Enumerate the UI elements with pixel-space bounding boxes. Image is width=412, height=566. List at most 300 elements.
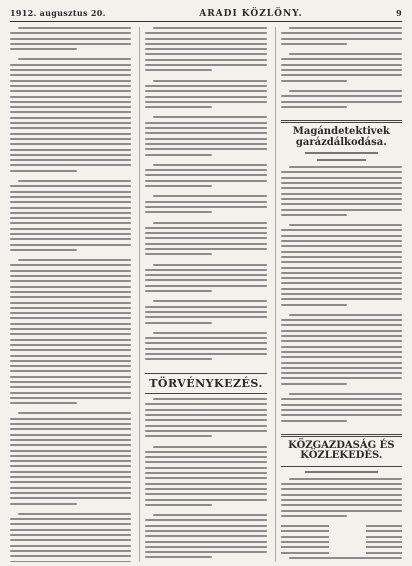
text-line-placeholder: [281, 193, 402, 195]
text-line-placeholder: [10, 339, 131, 341]
text-line-placeholder: [10, 518, 131, 520]
text-line-placeholder: [145, 127, 266, 129]
text-line-placeholder: [281, 483, 402, 485]
text-line-placeholder: [281, 282, 402, 284]
text-line-placeholder: [145, 138, 266, 140]
text-line-placeholder: [10, 333, 131, 335]
illegible-paragraph: [145, 264, 266, 292]
schedule-cell: [281, 536, 330, 538]
text-line-placeholder: [18, 58, 131, 60]
text-line-placeholder: [10, 423, 131, 425]
illegible-paragraph: [145, 332, 266, 360]
text-line-placeholder: [18, 259, 131, 261]
text-line-placeholder: [281, 69, 402, 71]
text-line-placeholder: [281, 245, 402, 247]
page-number: 9: [396, 8, 402, 18]
text-line-placeholder: [281, 64, 402, 66]
section-divider: [281, 466, 402, 467]
text-line-placeholder: [281, 187, 402, 189]
illegible-paragraph: [145, 164, 266, 187]
paragraph-gap: [145, 364, 266, 369]
text-line-placeholder: [10, 291, 131, 293]
section-divider: [145, 373, 266, 374]
text-line-placeholder: [145, 269, 266, 271]
text-line-placeholder: [145, 342, 266, 344]
text-line-placeholder: [145, 180, 266, 182]
text-line-placeholder: [281, 494, 402, 496]
text-line-placeholder: [145, 211, 212, 213]
illegible-paragraph: [281, 314, 402, 385]
text-line-placeholder: [10, 127, 131, 129]
text-line-placeholder: [10, 497, 131, 499]
text-line-placeholder: [281, 377, 402, 379]
text-line-placeholder: [145, 316, 266, 318]
text-line-placeholder: [10, 450, 131, 452]
text-line-placeholder: [10, 38, 131, 40]
text-line-placeholder: [145, 461, 266, 463]
text-line-placeholder: [10, 244, 131, 246]
text-line-placeholder: [10, 122, 131, 124]
illegible-paragraph: [281, 478, 402, 517]
illegible-paragraph: [281, 393, 402, 421]
text-line-placeholder: [145, 419, 266, 421]
text-line-placeholder: [153, 398, 266, 400]
illegible-paragraph: [281, 224, 402, 305]
text-line-placeholder: [145, 472, 266, 474]
text-line-placeholder: [145, 38, 266, 40]
text-line-placeholder: [281, 404, 402, 406]
text-line-placeholder: [281, 515, 348, 517]
schedule-cell: [366, 552, 402, 554]
text-line-placeholder: [145, 504, 212, 506]
text-line-placeholder: [145, 148, 266, 150]
text-line-placeholder: [281, 101, 402, 103]
text-line-placeholder: [153, 264, 266, 266]
text-line-placeholder: [10, 138, 131, 140]
text-line-placeholder: [281, 74, 402, 76]
text-line-placeholder: [10, 217, 131, 219]
illegible-paragraph: [145, 116, 266, 155]
text-line-placeholder: [10, 471, 131, 473]
text-line-placeholder: [145, 279, 266, 281]
text-line-placeholder: [10, 111, 131, 113]
section-divider: [145, 393, 266, 394]
text-line-placeholder: [281, 288, 402, 290]
text-line-placeholder: [281, 367, 402, 369]
text-line-placeholder: [145, 274, 266, 276]
text-line-placeholder: [281, 58, 402, 60]
text-line-placeholder: [10, 370, 131, 372]
text-line-placeholder: [281, 409, 402, 411]
text-line-placeholder: [18, 412, 131, 414]
text-line-placeholder: [281, 351, 402, 353]
text-line-placeholder: [281, 171, 402, 173]
text-line-placeholder: [145, 32, 266, 34]
text-line-placeholder: [10, 323, 131, 325]
schedule-cell: [366, 525, 402, 527]
text-line-placeholder: [18, 513, 131, 515]
text-line-placeholder: [10, 164, 131, 166]
text-line-placeholder: [289, 166, 402, 168]
text-line-placeholder: [10, 444, 131, 446]
text-line-placeholder: [145, 322, 212, 324]
text-line-placeholder: [281, 293, 402, 295]
illegible-paragraph: [10, 58, 131, 171]
text-line-placeholder: [145, 237, 266, 239]
text-line-placeholder: [145, 185, 212, 187]
text-line-placeholder: [281, 209, 402, 211]
illegible-paragraph: [145, 27, 266, 71]
newspaper-title: ARADI KÖZLÖNY.: [199, 9, 303, 19]
text-line-placeholder: [145, 201, 266, 203]
text-line-placeholder: [10, 344, 131, 346]
text-line-placeholder: [10, 117, 131, 119]
text-line-placeholder: [10, 355, 131, 357]
text-line-placeholder: [153, 195, 266, 197]
illegible-paragraph: [145, 80, 266, 108]
illegible-paragraph: [10, 180, 131, 251]
illegible-paragraph: [10, 259, 131, 404]
text-line-placeholder: [145, 409, 266, 411]
illegible-paragraph: [10, 27, 131, 50]
text-line-placeholder: [281, 272, 402, 274]
text-line-placeholder: [145, 306, 266, 308]
text-line-placeholder: [145, 85, 266, 87]
text-line-placeholder: [145, 493, 266, 495]
text-line-placeholder: [10, 90, 131, 92]
text-line-placeholder: [145, 232, 266, 234]
text-line-placeholder: [10, 212, 131, 214]
text-line-placeholder: [10, 302, 131, 304]
text-line-placeholder: [145, 551, 266, 553]
text-line-placeholder: [145, 467, 266, 469]
text-line-placeholder: [145, 488, 266, 490]
text-line-placeholder: [10, 376, 131, 378]
text-line-placeholder: [281, 277, 402, 279]
section-divider: [281, 434, 402, 437]
text-line-placeholder: [281, 335, 402, 337]
text-line-placeholder: [10, 550, 131, 552]
text-line-placeholder: [10, 143, 131, 145]
text-line-placeholder: [10, 74, 131, 76]
text-line-placeholder: [10, 381, 131, 383]
text-line-placeholder: [10, 207, 131, 209]
text-line-placeholder: [281, 319, 402, 321]
text-line-placeholder: [10, 43, 131, 45]
text-line-placeholder: [10, 386, 131, 388]
text-line-placeholder: [145, 403, 266, 405]
text-line-placeholder: [10, 222, 131, 224]
text-line-placeholder: [10, 159, 131, 161]
subheading-placeholder: [317, 159, 366, 161]
text-line-placeholder: [10, 349, 131, 351]
text-line-placeholder: [281, 240, 402, 242]
section-divider: [281, 120, 402, 123]
text-line-placeholder: [281, 414, 402, 416]
text-line-placeholder: [10, 465, 131, 467]
text-line-placeholder: [153, 222, 266, 224]
text-line-placeholder: [10, 539, 131, 541]
section-heading-kozgazdasag: KÖZGAZDASÁG ÉS KÖZLEKEDÉS.: [288, 439, 395, 462]
text-line-placeholder: [10, 201, 131, 203]
text-line-placeholder: [145, 69, 212, 71]
text-line-placeholder: [281, 340, 402, 342]
text-line-placeholder: [10, 238, 131, 240]
article-columns: [10, 27, 402, 562]
schedule-cell: [281, 552, 330, 554]
text-line-placeholder: [145, 435, 212, 437]
text-line-placeholder: [281, 251, 402, 253]
text-line-placeholder: [10, 312, 131, 314]
text-line-placeholder: [281, 182, 402, 184]
illegible-paragraph: [281, 27, 402, 45]
text-line-placeholder: [145, 430, 266, 432]
text-line-placeholder: [10, 561, 131, 563]
text-line-placeholder: [281, 229, 402, 231]
text-line-placeholder: [10, 555, 131, 557]
text-line-placeholder: [145, 64, 266, 66]
issue-date: 1912. augusztus 20.: [10, 8, 106, 18]
text-line-placeholder: [145, 451, 266, 453]
text-line-placeholder: [281, 499, 402, 501]
text-line-placeholder: [289, 53, 402, 55]
text-line-placeholder: [10, 286, 131, 288]
text-line-placeholder: [10, 460, 131, 462]
text-line-placeholder: [281, 298, 402, 300]
text-line-placeholder: [10, 418, 131, 420]
text-line-placeholder: [10, 149, 131, 151]
text-line-placeholder: [145, 477, 266, 479]
text-line-placeholder: [281, 346, 402, 348]
text-line-placeholder: [10, 328, 131, 330]
paragraph-gap: [281, 425, 402, 430]
text-line-placeholder: [145, 169, 266, 171]
illegible-paragraph: [145, 300, 266, 323]
illegible-paragraph: [145, 398, 266, 437]
text-line-placeholder: [153, 514, 266, 516]
text-line-placeholder: [10, 270, 131, 272]
text-line-placeholder: [145, 290, 212, 292]
text-line-placeholder: [145, 48, 266, 50]
text-line-placeholder: [10, 170, 77, 172]
text-line-placeholder: [289, 557, 402, 559]
text-line-placeholder: [281, 324, 402, 326]
text-line-placeholder: [10, 439, 131, 441]
text-line-placeholder: [10, 392, 131, 394]
text-line-placeholder: [289, 27, 402, 29]
text-line-placeholder: [281, 43, 348, 45]
text-line-placeholder: [145, 311, 266, 313]
text-line-placeholder: [281, 267, 402, 269]
text-line-placeholder: [145, 59, 266, 61]
schedule-cell: [281, 525, 330, 527]
text-line-placeholder: [153, 300, 266, 302]
text-line-placeholder: [281, 362, 402, 364]
text-line-placeholder: [145, 358, 212, 360]
text-line-placeholder: [281, 356, 402, 358]
text-line-placeholder: [145, 541, 266, 543]
text-line-placeholder: [153, 332, 266, 334]
text-line-placeholder: [145, 174, 266, 176]
text-line-placeholder: [10, 133, 131, 135]
text-line-placeholder: [281, 420, 348, 422]
text-line-placeholder: [281, 95, 402, 97]
text-line-placeholder: [10, 80, 131, 82]
text-line-placeholder: [289, 224, 402, 226]
text-line-placeholder: [10, 307, 131, 309]
text-line-placeholder: [10, 85, 131, 87]
text-line-placeholder: [145, 132, 266, 134]
text-line-placeholder: [281, 214, 348, 216]
schedule-cell: [366, 541, 402, 543]
text-line-placeholder: [281, 488, 402, 490]
text-line-placeholder: [10, 529, 131, 531]
text-line-placeholder: [145, 53, 266, 55]
schedule-row-placeholder: [281, 525, 402, 527]
illegible-paragraph: [145, 222, 266, 256]
text-line-placeholder: [10, 545, 131, 547]
text-line-placeholder: [145, 248, 266, 250]
text-line-placeholder: [145, 154, 212, 156]
text-line-placeholder: [10, 106, 131, 108]
text-line-placeholder: [10, 101, 131, 103]
text-line-placeholder: [145, 456, 266, 458]
text-line-placeholder: [281, 198, 402, 200]
text-line-placeholder: [10, 280, 131, 282]
text-line-placeholder: [281, 177, 402, 179]
text-line-placeholder: [281, 372, 402, 374]
text-line-placeholder: [145, 90, 266, 92]
schedule-row-placeholder: [281, 541, 402, 543]
text-line-placeholder: [10, 264, 131, 266]
text-line-placeholder: [10, 296, 131, 298]
subheading-placeholder: [305, 152, 378, 154]
text-line-placeholder: [145, 143, 266, 145]
schedule-row-placeholder: [281, 536, 402, 538]
text-line-placeholder: [153, 80, 266, 82]
text-line-placeholder: [10, 154, 131, 156]
text-line-placeholder: [281, 235, 402, 237]
schedule-row-placeholder: [281, 552, 402, 554]
schedule-cell: [281, 530, 330, 532]
text-line-placeholder: [10, 476, 131, 478]
text-line-placeholder: [145, 535, 266, 537]
text-line-placeholder: [289, 478, 402, 480]
text-line-placeholder: [153, 164, 266, 166]
text-line-placeholder: [145, 414, 266, 416]
illegible-paragraph: [10, 513, 131, 562]
text-line-placeholder: [10, 360, 131, 362]
text-line-placeholder: [153, 116, 266, 118]
text-line-placeholder: [10, 317, 131, 319]
text-line-placeholder: [145, 530, 266, 532]
text-line-placeholder: [10, 492, 131, 494]
text-line-placeholder: [145, 353, 266, 355]
text-line-placeholder: [145, 525, 266, 527]
text-line-placeholder: [281, 256, 402, 258]
text-line-placeholder: [153, 27, 266, 29]
text-line-placeholder: [145, 243, 266, 245]
text-line-placeholder: [10, 191, 131, 193]
text-line-placeholder: [145, 227, 266, 229]
text-line-placeholder: [10, 402, 77, 404]
schedule-cell: [366, 530, 402, 532]
text-line-placeholder: [153, 446, 266, 448]
text-line-placeholder: [145, 337, 266, 339]
text-line-placeholder: [281, 80, 348, 82]
text-line-placeholder: [10, 64, 131, 66]
column-middle: [139, 27, 266, 562]
text-line-placeholder: [145, 253, 212, 255]
text-line-placeholder: [281, 398, 402, 400]
text-line-placeholder: [289, 393, 402, 395]
schedule-row-placeholder: [281, 546, 402, 548]
text-line-placeholder: [281, 383, 348, 385]
text-line-placeholder: [18, 27, 131, 29]
text-line-placeholder: [10, 185, 131, 187]
section-heading-torvenykezes: TÖRVÉNYKEZÉS.: [149, 376, 263, 390]
text-line-placeholder: [10, 69, 131, 71]
text-line-placeholder: [281, 504, 402, 506]
text-line-placeholder: [145, 101, 266, 103]
text-line-placeholder: [281, 106, 348, 108]
text-line-placeholder: [281, 330, 402, 332]
text-line-placeholder: [281, 32, 402, 34]
text-line-placeholder: [18, 180, 131, 182]
text-line-placeholder: [10, 523, 131, 525]
paragraph-gap: [281, 111, 402, 116]
text-line-placeholder: [10, 397, 131, 399]
text-line-placeholder: [145, 499, 266, 501]
text-line-placeholder: [145, 96, 266, 98]
text-line-placeholder: [10, 428, 131, 430]
text-line-placeholder: [289, 90, 402, 92]
illegible-paragraph: [10, 412, 131, 504]
text-line-placeholder: [145, 206, 266, 208]
text-line-placeholder: [281, 203, 402, 205]
masthead: [10, 8, 402, 22]
text-line-placeholder: [10, 228, 131, 230]
illegible-paragraph: [145, 195, 266, 213]
text-line-placeholder: [10, 48, 77, 50]
text-line-placeholder: [10, 32, 131, 34]
schedule-cell: [281, 546, 330, 548]
text-line-placeholder: [145, 106, 212, 108]
text-line-placeholder: [10, 96, 131, 98]
column-left: [10, 27, 131, 562]
illegible-paragraph: [145, 446, 266, 506]
schedule-cell: [281, 541, 330, 543]
text-line-placeholder: [10, 455, 131, 457]
subheading-placeholder: [305, 471, 378, 473]
text-line-placeholder: [145, 425, 266, 427]
illegible-paragraph: [281, 90, 402, 108]
text-line-placeholder: [145, 122, 266, 124]
text-line-placeholder: [10, 365, 131, 367]
text-line-placeholder: [281, 261, 402, 263]
text-line-placeholder: [10, 249, 77, 251]
text-line-placeholder: [145, 556, 212, 558]
text-line-placeholder: [10, 434, 131, 436]
illegible-paragraph: [281, 53, 402, 81]
text-line-placeholder: [145, 348, 266, 350]
schedule-row-placeholder: [281, 530, 402, 532]
text-line-placeholder: [289, 314, 402, 316]
text-line-placeholder: [10, 275, 131, 277]
text-line-placeholder: [281, 38, 402, 40]
column-right: [275, 27, 402, 562]
text-line-placeholder: [281, 510, 402, 512]
